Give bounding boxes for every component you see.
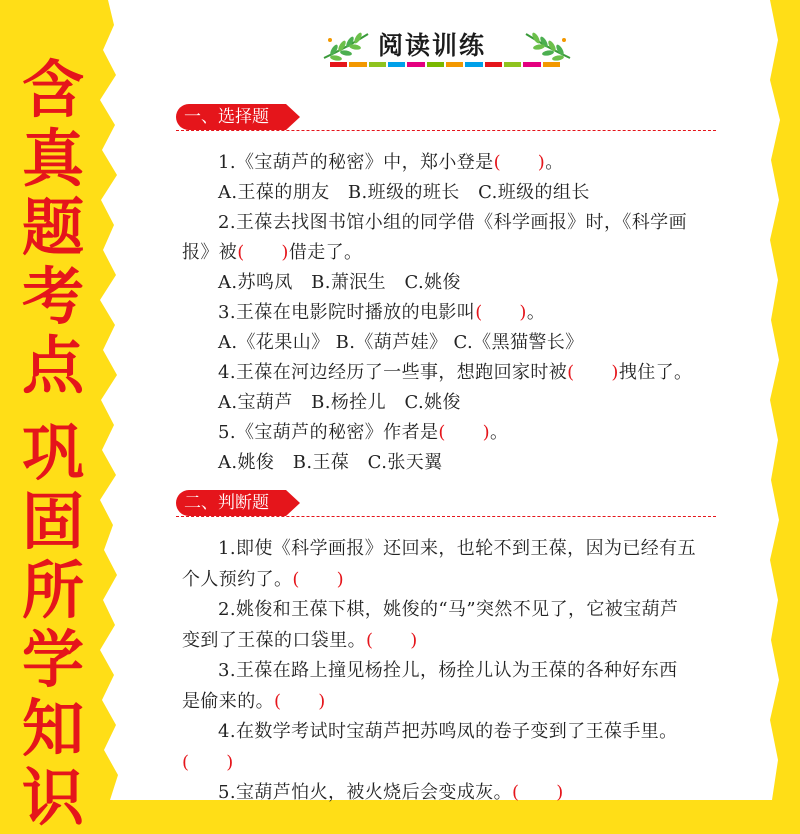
question-text: 拽住了。 [618,362,693,383]
color-stripe-segment [446,62,463,67]
color-stripe-segment [523,62,540,67]
section-tab-judge: 二、判断题 [176,490,286,516]
banner-char: 知 [21,692,84,765]
question-line [218,418,508,444]
question-text: 变到了王葆的口袋里。 [182,629,366,651]
color-stripe-segment [407,62,424,67]
question-text: 。 [490,422,509,443]
color-stripe-segment [330,62,347,67]
question-line [218,208,687,234]
question-text: A.王葆的朋友 B.班级的班长 C.班级的组长 [218,182,590,203]
answer-blank[interactable]: ( ) [475,302,527,323]
question-text: 。 [526,302,546,323]
section-divider [176,516,716,518]
banner-char: 含 [21,53,84,126]
question-text: 报》被 [182,242,238,263]
question-line [218,358,692,384]
question-line [182,626,418,652]
color-stripe-segment [388,62,405,67]
banner-char: 真 [21,122,84,195]
page-title: 阅读训练 [378,31,487,60]
question-text: A.姚俊 B.王葆 C.张天翼 [218,452,443,473]
section-tab-choice: 一、选择题 [176,104,286,130]
question-line [218,298,545,324]
color-stripe-segment [485,62,502,67]
banner-char: 考 [21,260,84,333]
color-stripe-segment [349,62,366,67]
question-text: 3.王葆在路上撞见杨拴儿，杨拴儿认为王葆的各种好东西 [218,660,678,681]
color-stripe-segment [504,62,521,67]
question-line [182,748,234,774]
banner-char: 所 [21,554,84,627]
question-text: A.宝葫芦 B.杨拴儿 C.姚俊 [218,392,461,413]
question-line [218,178,590,204]
answer-blank[interactable]: ( ) [366,629,418,651]
question-line [218,656,678,682]
section-divider [176,130,716,132]
answer-blank[interactable]: ( ) [274,690,326,712]
color-stripe-segment [427,62,444,67]
question-text: 4.王葆在河边经历了一些事，想跑回家时被 [218,362,568,383]
color-stripe-segment [465,62,482,67]
question-text: A.《花果山》 B.《葫芦娃》 C.《黑猫警长》 [218,332,584,353]
answer-blank[interactable]: ( ) [493,152,546,173]
question-text: A.苏鸣凤 B.萧泯生 C.姚俊 [218,272,461,293]
question-line [218,148,564,174]
question-text: 4.在数学考试时宝葫芦把苏鸣凤的卷子变到了王葆手里。 [218,721,678,742]
question-text: 是偷来的。 [182,690,274,712]
question-text: 5.宝葫芦怕火，被火烧后会变成灰。 [218,782,512,803]
question-line [218,328,584,354]
color-stripe-segment [543,62,560,67]
banner-char: 学 [21,623,84,696]
banner-char: 识 [21,761,84,834]
question-text: 2.姚俊和王葆下棋，姚俊的“马”突然不见了，它被宝葫芦 [218,599,679,620]
banner-char: 点 [21,329,84,402]
question-text: 3.王葆在电影院时播放的电影叫 [218,302,476,323]
banner-char: 题 [21,191,84,264]
answer-blank[interactable]: ( ) [182,751,234,773]
banner-char: 固 [21,485,84,558]
question-line [218,717,678,743]
question-line [218,534,696,560]
question-line [218,778,564,804]
answer-blank[interactable]: ( ) [567,362,619,383]
leaf-icon [322,30,372,62]
answer-blank[interactable]: ( ) [237,242,289,263]
question-text: 。 [545,152,564,173]
question-line [182,687,326,713]
question-line [218,448,443,474]
question-text: 个人预约了。 [182,568,293,590]
question-text: 2.王葆去找图书馆小组的同学借《科学画报》时，《科学画 [218,212,687,233]
answer-blank[interactable]: ( ) [292,568,345,590]
question-text: 借走了。 [288,242,363,263]
color-stripe [330,62,562,67]
question-line [218,595,678,621]
question-line [182,565,344,591]
question-text: 1.即使《科学画报》还回来，也轮不到王葆，因为已经有五 [218,538,696,559]
question-text: 1.《宝葫芦的秘密》中，郑小登是 [218,152,494,173]
question-line [182,238,362,264]
question-line [218,388,461,414]
question-line [218,268,461,294]
answer-blank[interactable]: ( ) [511,782,564,803]
leaf-icon [522,30,572,62]
color-stripe-segment [369,62,386,67]
banner-char: 巩 [21,416,84,489]
answer-blank[interactable]: ( ) [438,422,491,443]
question-text: 5.《宝葫芦的秘密》作者是 [218,422,439,443]
